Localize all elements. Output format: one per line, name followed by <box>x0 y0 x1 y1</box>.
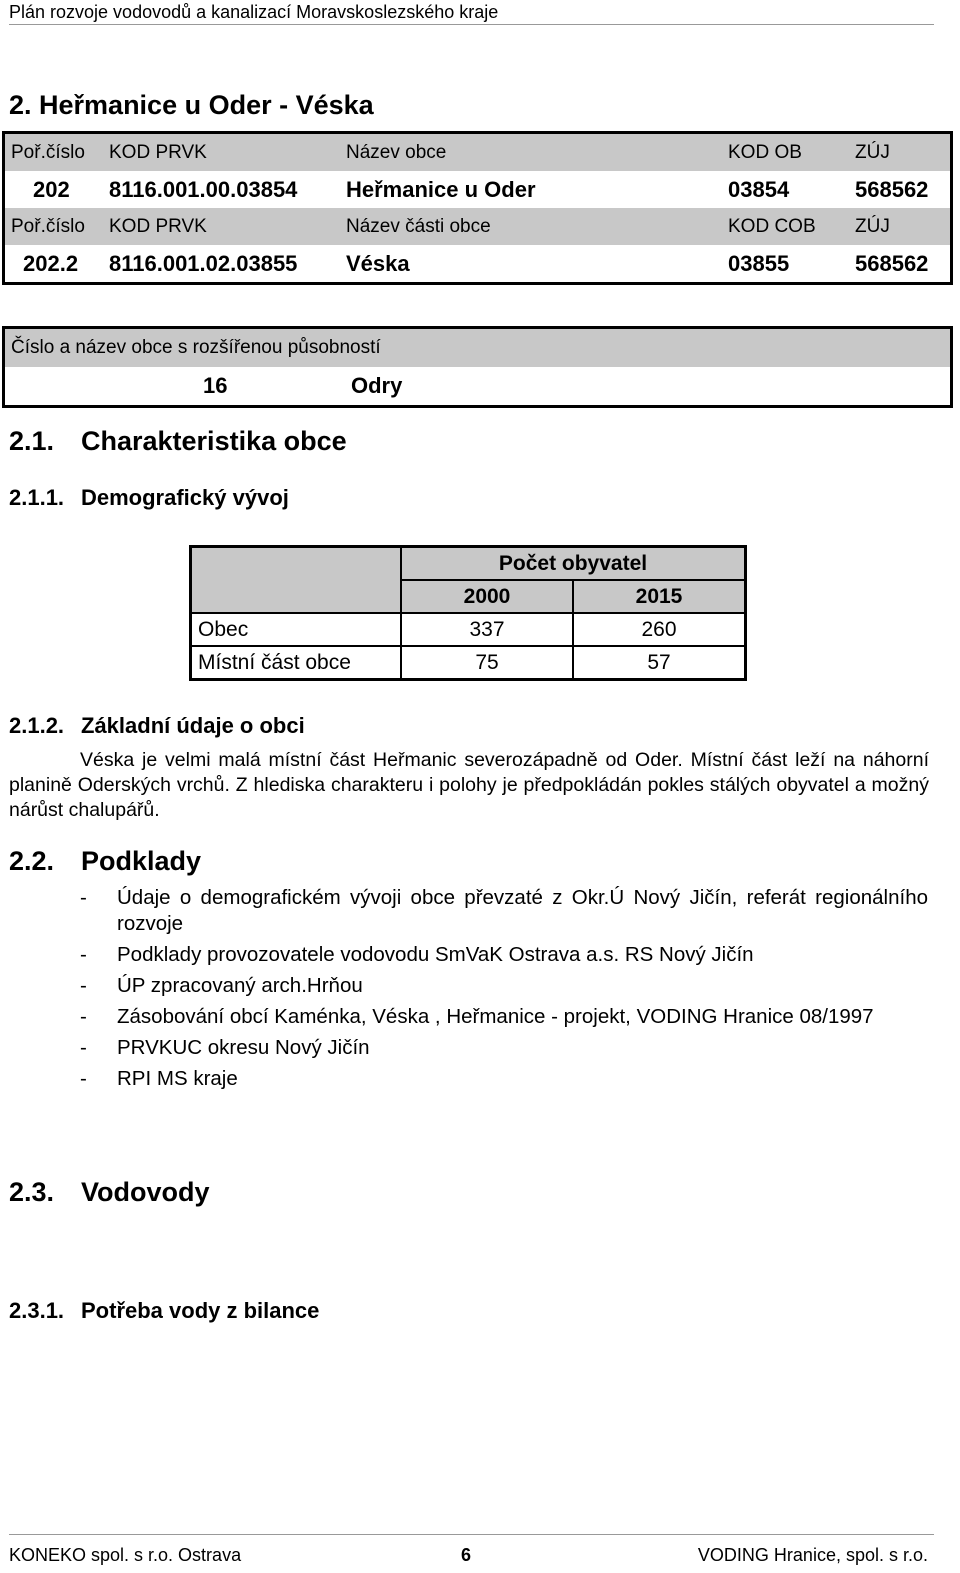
population-table <box>189 545 747 681</box>
table-cell: 75 <box>401 646 573 680</box>
orp-label: Číslo a název obce s rozšířenou působností <box>4 328 952 368</box>
heading-2-3-1 <box>9 1298 319 1324</box>
table-row <box>4 367 952 407</box>
section-title: 2. Heřmanice u Oder - Véska <box>9 90 374 120</box>
table-cell: KOD PRVK <box>103 133 340 172</box>
table-cell: Název obce <box>340 133 722 172</box>
footer-left: KONEKO spol. s r.o. Ostrava <box>9 1545 242 1565</box>
header-divider <box>9 24 934 25</box>
footer-divider <box>9 1534 934 1535</box>
table-cell: 8116.001.00.03854 <box>109 176 298 202</box>
heading-2-3 <box>9 1177 210 1208</box>
table-cell: 202.2 <box>23 250 79 276</box>
table-row <box>4 208 952 245</box>
table-cell: Heřmanice u Oder <box>346 176 536 202</box>
heading-text: Charakteristika obce <box>81 426 347 456</box>
year-header: 2000 <box>401 580 573 613</box>
table-row <box>191 646 746 680</box>
table-row <box>4 171 952 208</box>
table-cell: ZÚJ <box>849 133 952 172</box>
table-row <box>191 613 746 646</box>
table-cell: KOD COB <box>722 208 849 245</box>
list-item: - RPI MS kraje <box>80 1066 928 1092</box>
table-cell: 03855 <box>728 250 790 276</box>
table-cell: Název části obce <box>340 208 722 245</box>
table-cell: KOD PRVK <box>103 208 340 245</box>
orp-name: Odry <box>351 373 403 398</box>
heading-text: Demografický vývoj <box>81 485 289 510</box>
heading-2-1 <box>9 426 347 457</box>
table-cell: Poř.číslo <box>4 208 104 245</box>
heading-number: 2.2. <box>9 846 55 876</box>
table-row <box>4 245 952 284</box>
footer-right: VODING Hranice, spol. s r.o. <box>697 1545 928 1565</box>
table-row <box>4 328 952 368</box>
heading-2-1-2 <box>9 713 305 739</box>
year-header: 2015 <box>573 580 746 613</box>
table-cell: 568562 <box>855 176 929 202</box>
heading-number: 2.3.1. <box>9 1298 65 1323</box>
list-item: - Zásobování obcí Kaménka, Véska , Heřmanice - projekt, VODING Hranice 08/1997 <box>80 1004 928 1030</box>
heading-text: Vodovody <box>81 1177 210 1207</box>
heading-2-2 <box>9 846 201 877</box>
table-cell: 568562 <box>855 250 929 276</box>
list-item: - Podklady provozovatele vodovodu SmVaK Ostrava a.s. RS Nový Jičín <box>80 942 928 968</box>
row-label: Místní část obce <box>191 646 402 680</box>
orp-spacer <box>4 367 203 407</box>
table-cell: 57 <box>573 646 746 680</box>
list-item: - ÚP zpracovaný arch.Hrňou <box>80 973 928 999</box>
page-header: Plán rozvoje vodovodů a kanalizací Moravskoslezského kraje <box>9 2 499 22</box>
table-cell: 03854 <box>728 176 790 202</box>
table-cell: Véska <box>346 250 410 276</box>
table-cell: Poř.číslo <box>4 133 104 172</box>
municipality-codes-table <box>2 131 953 285</box>
paragraph-text: Véska je velmi malá místní část Heřmanic severozápadně od Oder. Místní část leží na náhorní planině Oderských vrchů. Z hlediska charakteru i polohy je předpokládán pokles stálých obyvatel a možný nárůst chalupářů. <box>9 749 929 821</box>
heading-text: Potřeba vody z bilance <box>81 1298 320 1323</box>
heading-2-1-1 <box>9 485 289 511</box>
row-label: Obec <box>191 613 402 646</box>
population-header: Počet obyvatel <box>401 547 746 581</box>
table-row <box>4 133 952 172</box>
heading-number: 2.1.1. <box>9 485 65 510</box>
heading-number: 2.1. <box>9 426 55 456</box>
list-item: - PRVKUC okresu Nový Jičín <box>80 1035 928 1061</box>
table-cell: KOD OB <box>722 133 849 172</box>
table-cell: 260 <box>573 613 746 646</box>
heading-number: 2.1.2. <box>9 713 65 738</box>
page-number: 6 <box>461 1545 472 1565</box>
table-cell: 337 <box>401 613 573 646</box>
orp-table <box>2 326 953 408</box>
heading-number: 2.3. <box>9 1177 55 1207</box>
description-paragraph <box>9 748 929 823</box>
sources-list <box>80 885 928 1097</box>
list-item: - Údaje o demografickém vývoji obce převzaté z Okr.Ú Nový Jičín, referát regionálního rozvoje <box>80 885 928 937</box>
table-row <box>191 547 746 581</box>
table-cell: 202 <box>33 176 70 202</box>
heading-text: Základní údaje o obci <box>81 713 305 738</box>
table-cell: ZÚJ <box>849 208 952 245</box>
table-cell <box>191 547 402 614</box>
table-cell: 8116.001.02.03855 <box>109 250 298 276</box>
orp-number: 16 <box>203 373 228 398</box>
heading-text: Podklady <box>81 846 202 876</box>
